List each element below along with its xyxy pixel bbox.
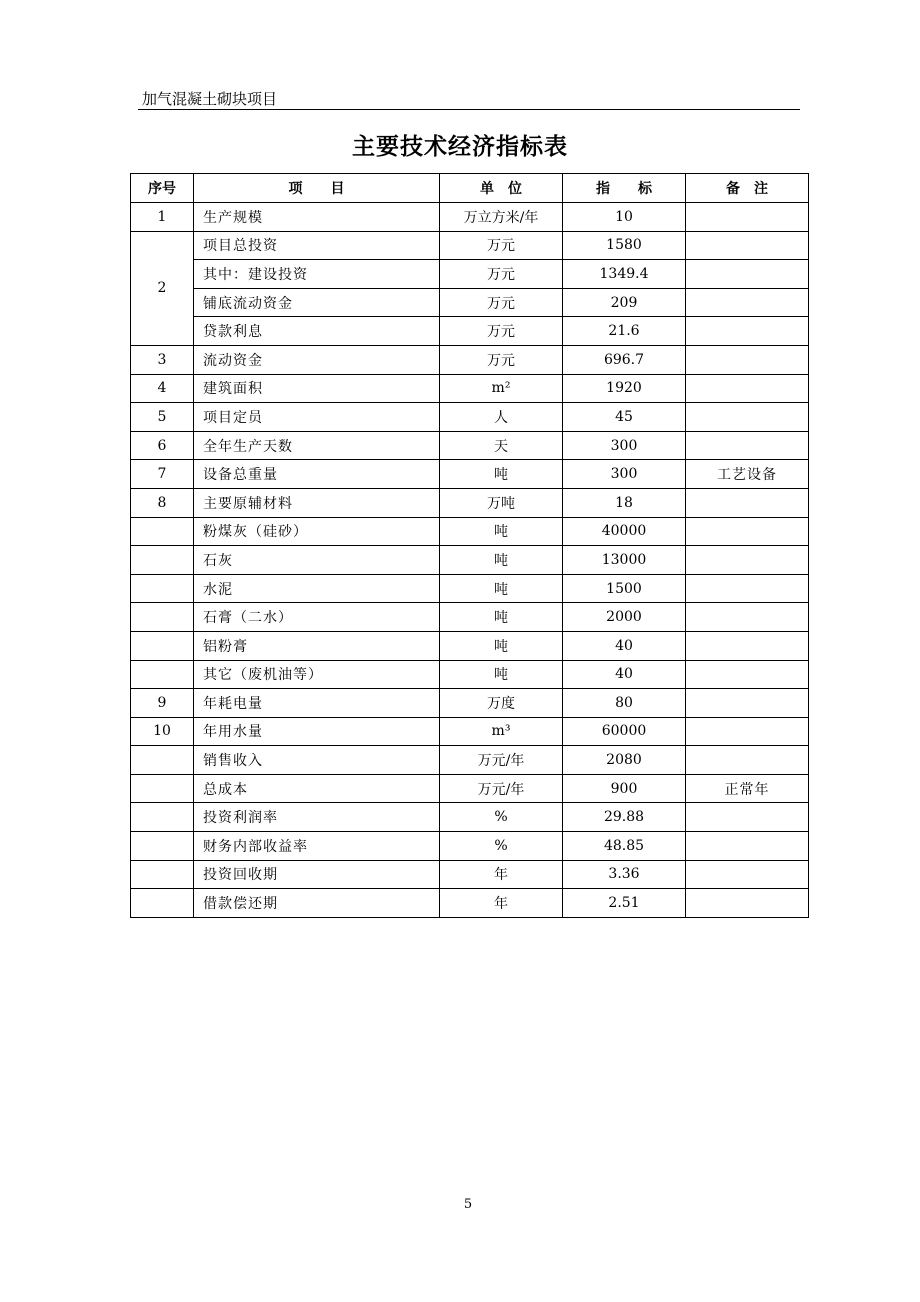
cell-item: 项目定员 [194, 403, 440, 432]
cell-unit: 万元/年 [440, 746, 563, 775]
table-row [131, 546, 809, 575]
cell-no: 6 [131, 431, 194, 460]
table-row [131, 517, 809, 546]
column-header-item: 项 目 [194, 174, 440, 203]
cell-item: 铺底流动资金 [194, 288, 440, 317]
table-row [131, 231, 809, 260]
table-row [131, 717, 809, 746]
cell-note [686, 631, 809, 660]
cell-item: 其它（废机油等） [194, 660, 440, 689]
cell-note [686, 345, 809, 374]
table-row [131, 460, 809, 489]
cell-note [686, 546, 809, 575]
cell-value: 60000 [563, 717, 686, 746]
column-header-value: 指 标 [563, 174, 686, 203]
table-title: 主要技术经济指标表 [352, 133, 568, 160]
cell-item: 销售收入 [194, 746, 440, 775]
cell-note [686, 288, 809, 317]
table-row [131, 574, 809, 603]
cell-item: 财务内部收益率 [194, 832, 440, 861]
cell-unit: 万元 [440, 231, 563, 260]
cell-note [686, 660, 809, 689]
cell-unit: 万元/年 [440, 774, 563, 803]
cell-note [686, 403, 809, 432]
cell-item: 流动资金 [194, 345, 440, 374]
cell-value: 13000 [563, 546, 686, 575]
cell-no: 4 [131, 374, 194, 403]
table-row [131, 603, 809, 632]
cell-note [686, 860, 809, 889]
cell-value: 300 [563, 460, 686, 489]
cell-value: 45 [563, 403, 686, 432]
cell-item: 石膏（二水） [194, 603, 440, 632]
cell-item: 粉煤灰（硅砂） [194, 517, 440, 546]
cell-no: 10 [131, 717, 194, 746]
cell-item: 铝粉膏 [194, 631, 440, 660]
table-row [131, 860, 809, 889]
table-row [131, 345, 809, 374]
table-row [131, 403, 809, 432]
cell-note [686, 803, 809, 832]
table-row [131, 488, 809, 517]
table-row [131, 746, 809, 775]
cell-note [686, 203, 809, 232]
cell-value: 21.6 [563, 317, 686, 346]
cell-no [131, 660, 194, 689]
cell-no: 1 [131, 203, 194, 232]
cell-note [686, 231, 809, 260]
cell-unit: 万元 [440, 260, 563, 289]
cell-note [686, 374, 809, 403]
cell-no [131, 860, 194, 889]
table-row [131, 431, 809, 460]
cell-unit: 万吨 [440, 488, 563, 517]
cell-unit: 万立方米/年 [440, 203, 563, 232]
cell-unit: 吨 [440, 460, 563, 489]
cell-value: 1920 [563, 374, 686, 403]
cell-value: 10 [563, 203, 686, 232]
column-header-unit: 单 位 [440, 174, 563, 203]
cell-value: 40 [563, 631, 686, 660]
cell-unit: 吨 [440, 603, 563, 632]
cell-note: 正常年 [686, 774, 809, 803]
cell-item: 投资回收期 [194, 860, 440, 889]
cell-value: 40 [563, 660, 686, 689]
cell-unit: 吨 [440, 517, 563, 546]
cell-item: 石灰 [194, 546, 440, 575]
cell-unit: % [440, 803, 563, 832]
cell-item: 总成本 [194, 774, 440, 803]
cell-note [686, 889, 809, 918]
document-header: 加气混凝土砌块项目 [142, 90, 278, 108]
indicators-table [130, 173, 809, 918]
cell-value: 29.88 [563, 803, 686, 832]
cell-no [131, 631, 194, 660]
table-row [131, 203, 809, 232]
cell-no [131, 546, 194, 575]
cell-value: 48.85 [563, 832, 686, 861]
cell-note [686, 574, 809, 603]
header-divider [138, 109, 800, 110]
cell-note [686, 260, 809, 289]
cell-value: 80 [563, 689, 686, 718]
cell-no: 5 [131, 403, 194, 432]
cell-value: 1500 [563, 574, 686, 603]
cell-value: 2.51 [563, 889, 686, 918]
cell-no [131, 746, 194, 775]
cell-item: 贷款利息 [194, 317, 440, 346]
cell-unit: m³ [440, 717, 563, 746]
cell-value: 1349.4 [563, 260, 686, 289]
table-header-row [131, 174, 809, 203]
cell-unit: m² [440, 374, 563, 403]
cell-item: 项目总投资 [194, 231, 440, 260]
cell-value: 1580 [563, 231, 686, 260]
column-header-no: 序号 [131, 174, 194, 203]
column-header-note: 备 注 [686, 174, 809, 203]
cell-no [131, 574, 194, 603]
cell-item: 设备总重量 [194, 460, 440, 489]
cell-no: 2 [131, 231, 194, 345]
cell-item: 其中：建设投资 [194, 260, 440, 289]
cell-no [131, 517, 194, 546]
cell-item: 年用水量 [194, 717, 440, 746]
cell-unit: 天 [440, 431, 563, 460]
cell-no [131, 803, 194, 832]
cell-note [686, 746, 809, 775]
table-row [131, 660, 809, 689]
cell-unit: 万元 [440, 288, 563, 317]
cell-value: 209 [563, 288, 686, 317]
cell-unit: 吨 [440, 574, 563, 603]
table-row [131, 803, 809, 832]
cell-unit: 万度 [440, 689, 563, 718]
cell-item: 全年生产天数 [194, 431, 440, 460]
page-number: 5 [463, 1197, 473, 1212]
cell-value: 2080 [563, 746, 686, 775]
cell-no: 3 [131, 345, 194, 374]
cell-unit: 吨 [440, 631, 563, 660]
cell-item: 投资利润率 [194, 803, 440, 832]
cell-no [131, 832, 194, 861]
table-row [131, 832, 809, 861]
table-row [131, 260, 809, 289]
cell-note [686, 431, 809, 460]
table-row [131, 374, 809, 403]
cell-note [686, 517, 809, 546]
cell-value: 3.36 [563, 860, 686, 889]
table-row [131, 288, 809, 317]
cell-item: 水泥 [194, 574, 440, 603]
cell-value: 18 [563, 488, 686, 517]
cell-unit: 吨 [440, 546, 563, 575]
cell-unit: 万元 [440, 345, 563, 374]
cell-note [686, 317, 809, 346]
cell-value: 696.7 [563, 345, 686, 374]
cell-note [686, 488, 809, 517]
cell-value: 2000 [563, 603, 686, 632]
cell-note [686, 832, 809, 861]
cell-no: 7 [131, 460, 194, 489]
cell-unit: % [440, 832, 563, 861]
cell-note [686, 603, 809, 632]
cell-note [686, 689, 809, 718]
cell-no [131, 603, 194, 632]
cell-item: 主要原辅材料 [194, 488, 440, 517]
cell-unit: 年 [440, 889, 563, 918]
cell-no: 8 [131, 488, 194, 517]
cell-value: 900 [563, 774, 686, 803]
cell-unit: 年 [440, 860, 563, 889]
cell-value: 40000 [563, 517, 686, 546]
cell-unit: 吨 [440, 660, 563, 689]
cell-item: 借款偿还期 [194, 889, 440, 918]
table-row [131, 889, 809, 918]
cell-no: 9 [131, 689, 194, 718]
cell-item: 建筑面积 [194, 374, 440, 403]
cell-note: 工艺设备 [686, 460, 809, 489]
cell-item: 生产规模 [194, 203, 440, 232]
cell-no [131, 889, 194, 918]
table-row [131, 774, 809, 803]
cell-unit: 万元 [440, 317, 563, 346]
cell-unit: 人 [440, 403, 563, 432]
table-row [131, 689, 809, 718]
cell-no [131, 774, 194, 803]
cell-note [686, 717, 809, 746]
table-row [131, 317, 809, 346]
cell-value: 300 [563, 431, 686, 460]
cell-item: 年耗电量 [194, 689, 440, 718]
table-row [131, 631, 809, 660]
